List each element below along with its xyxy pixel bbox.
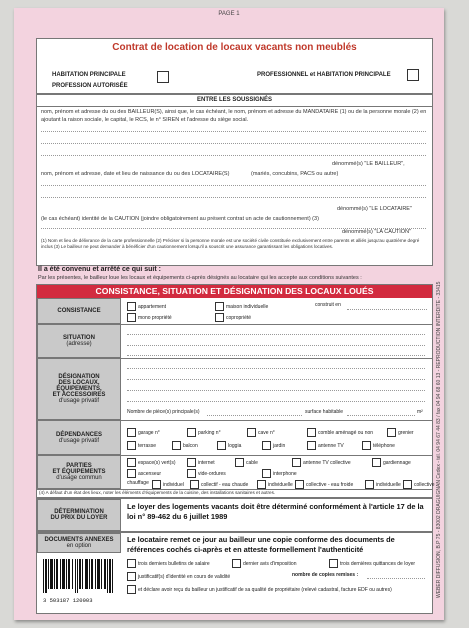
barcode bbox=[41, 557, 117, 597]
pc-chauffage-individuel[interactable]: individuel bbox=[152, 480, 184, 489]
option-appartement[interactable]: appartement bbox=[127, 302, 166, 311]
locataire-mid: (mariés, concubins, PACS ou autre) bbox=[251, 171, 339, 177]
pc-collective-eau-froide[interactable]: collective - eau froide bbox=[295, 480, 353, 489]
annexe-bulletins-salaire[interactable]: trois derniers bulletins de salaire bbox=[127, 559, 210, 568]
situation-label: SITUATION (adresse) bbox=[37, 324, 121, 358]
pc-antenne-collective[interactable]: antenne TV collective bbox=[292, 458, 351, 467]
page-title: Contrat de location de locaux vacants non meublés bbox=[112, 42, 357, 53]
pc-eau-froide-individuelle[interactable]: individuelle bbox=[365, 480, 401, 489]
surface-unit: m² bbox=[417, 409, 423, 415]
loyer-box bbox=[36, 498, 433, 532]
dep-telephone[interactable]: téléphone bbox=[362, 441, 395, 450]
dep-comble[interactable]: comble aménagé ou non bbox=[307, 428, 373, 437]
dep-jardin[interactable]: jardin bbox=[262, 441, 285, 450]
locataire-designation: dénommé(s) "LE LOCATAIRE" bbox=[337, 206, 412, 212]
option-copropriete[interactable]: copropriété bbox=[215, 313, 251, 322]
caution-intro: (le cas échéant) identité de la CAUTION (joindre obligatoirement au présent contrat un acte de cautionnement) (3) bbox=[41, 216, 319, 222]
dep-parking[interactable]: parking n° bbox=[187, 428, 221, 437]
professionnel-habitation-label: PROFESSIONNEL et HABITATION PRINCIPALE bbox=[257, 72, 391, 78]
annexes-label: DOCUMENTS ANNEXES en option bbox=[37, 533, 121, 553]
title-box bbox=[36, 38, 433, 94]
annexe-avis-imposition[interactable]: dernier avis d'imposition bbox=[232, 559, 296, 568]
construit-en-label: construit en bbox=[315, 302, 341, 308]
section-header: CONSISTANCE, SITUATION ET DÉSIGNATION DES LOCAUX LOUÉS bbox=[37, 285, 432, 298]
pc-vide-ordures[interactable]: vide-ordures bbox=[187, 469, 226, 478]
page-label: PAGE 1 bbox=[218, 11, 240, 17]
consistance-label: CONSISTANCE bbox=[37, 298, 121, 324]
annexe-quittances-loyer[interactable]: trois dernières quittances de loyer bbox=[329, 559, 415, 568]
surface-label: surface habitable bbox=[305, 409, 344, 415]
dependances-label: DÉPENDANCES d'usage privatif bbox=[37, 420, 121, 455]
parties-communes-label: PARTIES ET ÉQUIPEMENTS d'usage commun bbox=[37, 455, 121, 489]
pc-interphone[interactable]: interphone bbox=[262, 469, 297, 478]
dep-terrasse[interactable]: terrasse bbox=[127, 441, 156, 450]
rows-footnote: (4) A défaut d'un état des lieux, noter les éléments d'équipements de la cuisine, des installations sanitaires et autres. bbox=[39, 490, 276, 495]
agreed-subtext: Par les présentes, le bailleur loue les locaux et équipements ci-après désignés au locataire qui les accepte aux conditions suivantes : bbox=[38, 275, 362, 281]
pc-cable[interactable]: cable bbox=[235, 458, 258, 467]
dep-cave[interactable]: cave n° bbox=[247, 428, 275, 437]
designation-label: DÉSIGNATION DES LOCAUX, ÉQUIPEMENTS, ET ACCESSOIRES d'usage privatif bbox=[37, 358, 121, 420]
dep-garage[interactable]: garage n° bbox=[127, 428, 160, 437]
pc-collectif-eau-chaude[interactable]: collectif - eau chaude bbox=[190, 480, 248, 489]
agreed-heading: Il a été convenu et arrêté ce qui suit : bbox=[38, 266, 161, 273]
habitation-principale-checkbox[interactable] bbox=[157, 71, 169, 83]
option-mono-propriete[interactable]: mono propriété bbox=[127, 313, 172, 322]
dep-antenne-tv[interactable]: antenne TV bbox=[307, 441, 344, 450]
pc-espaces-verts[interactable]: espace(s) vert(s) bbox=[127, 458, 176, 467]
annexes-text: Le locataire remet ce jour au bailleur une copie conforme des documents de références cochés ci-après et en atteste formellement l'authenticité bbox=[127, 535, 395, 554]
bailleur-designation: dénommé(s) "LE BAILLEUR", bbox=[332, 161, 405, 167]
pieces-label: Nombre de pièce(s) principale(s) bbox=[127, 409, 200, 415]
barcode-number: 3 503187 120003 bbox=[43, 597, 93, 604]
loyer-label: DÉTERMINATION DU PRIX DU LOYER bbox=[37, 499, 121, 531]
annexes-box bbox=[36, 532, 433, 614]
pc-internet[interactable]: internet bbox=[187, 458, 215, 467]
annexe-justificatif-identite[interactable]: justificatif(s) d'identité en cours de validité bbox=[127, 572, 230, 581]
dep-balcon[interactable]: balcon bbox=[172, 441, 198, 450]
premises-table bbox=[36, 284, 433, 498]
parties-header: ENTRE LES SOUSSIGNÉS bbox=[196, 97, 272, 103]
lease-form-page bbox=[14, 8, 444, 620]
caution-designation: dénommé(s) "LA CAUTION" bbox=[342, 229, 412, 235]
dep-grenier[interactable]: grenier bbox=[387, 428, 414, 437]
option-maison-individuelle[interactable]: maison individuelle bbox=[215, 302, 268, 311]
publisher-side-text: WEBER DIFFUSION, B.P 75 - 83002 DRAGUIGNAN Cedex - tél. 04 94 67 44 83 / fax 04 94 68 60 13 - REPRODUCTION INTERDITE - 33415 bbox=[436, 281, 442, 598]
locataire-intro: nom, prénom et adresse, date et lieu de naissance du ou des LOCATAIRE(S) bbox=[41, 171, 230, 177]
professionnel-habitation-checkbox[interactable] bbox=[407, 69, 419, 81]
annexe-justificatif-proprietaire[interactable]: et déclare avoir reçu du bailleur un justificatif de sa qualité de propriétaire (relevé cadastral, facture EDF ou autres) bbox=[127, 585, 392, 594]
pc-ascenseur[interactable]: ascenseur bbox=[127, 469, 161, 478]
profession-autorisee-label: PROFESSION AUTORISÉE bbox=[52, 83, 128, 89]
copies-label: nombre de copies remises : bbox=[292, 572, 359, 578]
dep-loggia[interactable]: loggia bbox=[217, 441, 241, 450]
bailleur-intro: nom, prénom et adresse du ou des BAILLEUR(S), ainsi que, le cas échéant, le nom, prénom et adresse du MANDATAIRE (1) ou de la personne morale (2) en bbox=[41, 109, 427, 115]
pc-eau-froide-collective[interactable]: collective bbox=[403, 480, 435, 489]
habitation-principale-label: HABITATION PRINCIPALE bbox=[52, 72, 126, 78]
pc-chauffage: chauffage bbox=[127, 480, 149, 486]
parties-footnote: (1) Nom et lieu de délivrance de la carte professionnelle (2) Préciser si la personne morale est une société civile constituée exclusivement entre parents et alliés jusqu'au quatrième degré inclus (3) Le bailleur ne peut demander à bénéficier d'un cautionnement lorsqu'il a souscrit une assurance garantissant les obligations locatives. bbox=[41, 238, 420, 249]
bailleur-intro-2: ajoutant la raison sociale, le capital, le RCS, le n° SIREN et l'adresse du siège social. bbox=[41, 117, 249, 123]
loyer-text: Le loyer des logements vacants doit être déterminé conformément à l'article 17 de la loi n° 89-462 du 6 juillet 1989 bbox=[127, 502, 424, 521]
pc-gardiennage[interactable]: gardiennage bbox=[372, 458, 411, 467]
pc-eau-chaude-individuelle[interactable]: individuelle bbox=[257, 480, 293, 489]
parties-box bbox=[36, 94, 433, 266]
